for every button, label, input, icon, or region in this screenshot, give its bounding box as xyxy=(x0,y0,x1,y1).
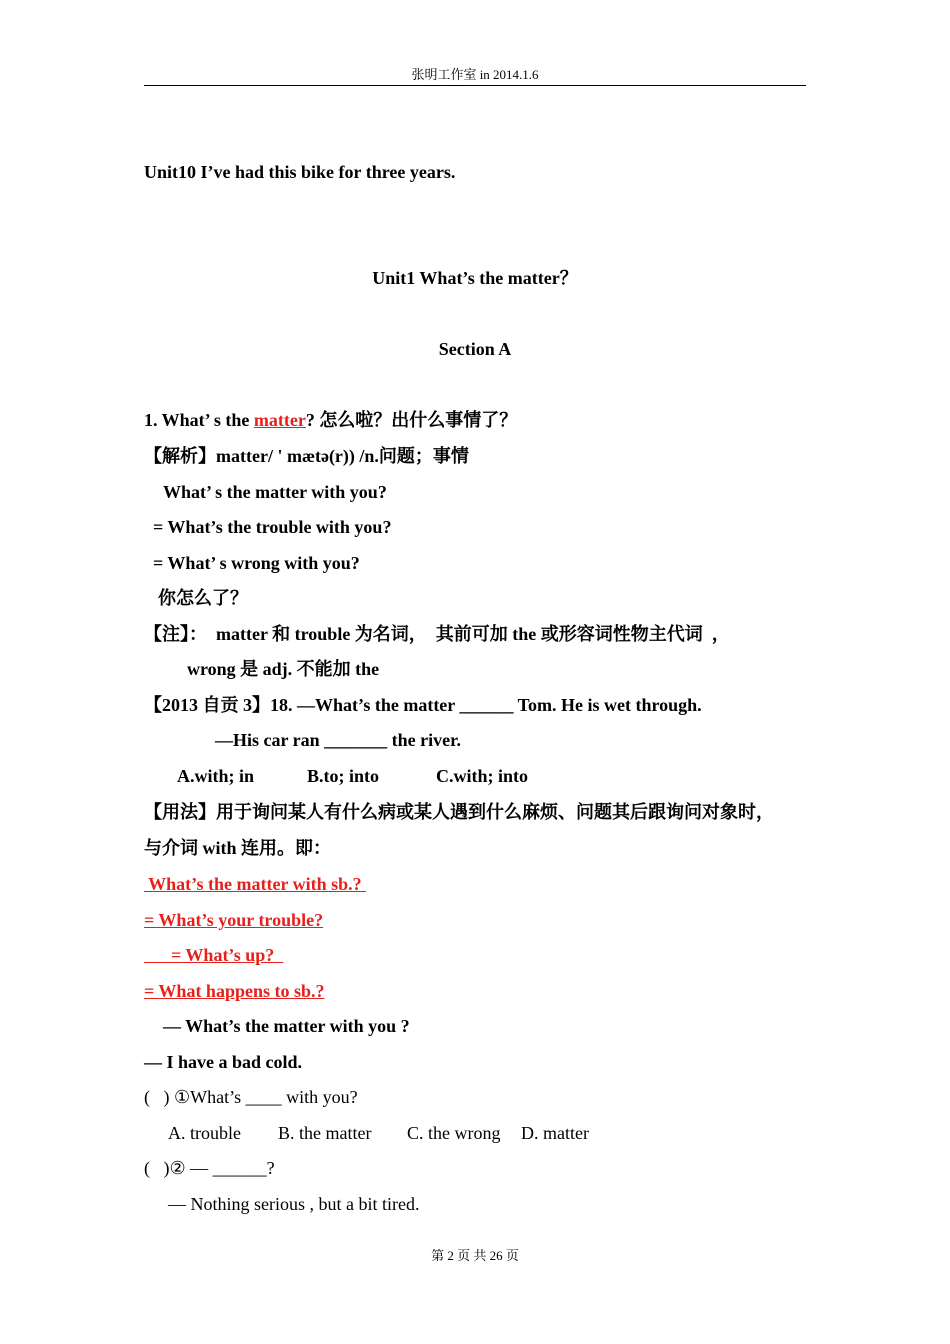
exercise1-option-b: B. the matter xyxy=(278,1123,372,1143)
analysis-line: 【解析】matter/ ' mætə(r)) /n.问题；事情 xyxy=(144,446,469,466)
red-phrase-4: = What happens to sb.? xyxy=(144,981,325,1001)
header-rule xyxy=(144,85,806,86)
dialog-answer: — I have a bad cold. xyxy=(144,1052,303,1072)
unit-title: Unit1 What’s the matter？ xyxy=(372,268,578,288)
exercise1-option-c: C. the wrong xyxy=(407,1123,501,1143)
exercise2-answer: — Nothing serious , but a bit tired. xyxy=(168,1194,420,1214)
example-line-2: = What’s the trouble with you? xyxy=(153,517,392,537)
red-phrase-2: = What’s your trouble? xyxy=(144,910,324,930)
example-line-1: What’ s the matter with you? xyxy=(163,482,387,502)
exam-line-2: —His car ran _______ the river. xyxy=(215,730,461,750)
page-footer: 第 2 页 共 26 页 xyxy=(431,1248,519,1263)
item1-post: ? 怎么啦？出什么事情了？ xyxy=(305,410,518,430)
dialog-question: — What’s the matter with you ? xyxy=(163,1016,410,1036)
exam-option-a: A.with; in xyxy=(177,766,255,786)
red-phrase-1: What’s the matter with sb.? xyxy=(144,874,367,894)
usage-line-1: 【用法】用于询问某人有什么病或某人遇到什么麻烦、问题其后跟询问对象时， xyxy=(144,802,774,822)
example-translation: 你怎么了？ xyxy=(158,588,248,608)
exercise1-option-a: A. trouble xyxy=(168,1123,241,1143)
red-phrase-3: = What’s up? xyxy=(144,945,284,965)
exercise1-option-d: D. matter xyxy=(521,1123,589,1143)
note-line-1: 【注】： matter 和 trouble 为名词， 其前可加 the 或形容词性物主代词 ， xyxy=(144,624,730,644)
doc-title: Unit10 I’ve had this bike for three years. xyxy=(144,162,456,182)
exercise1-stem: ( ) ①What’s ____ with you? xyxy=(144,1087,358,1107)
item1-pre: 1. What’ s the xyxy=(144,410,254,430)
exam-option-c: C.with; into xyxy=(436,766,529,786)
note-line-2: wrong 是 adj. 不能加 the xyxy=(187,659,380,679)
usage-line-2: 与介词 with 连用。即： xyxy=(144,838,332,858)
exam-option-b: B.to; into xyxy=(307,766,379,786)
item1-line xyxy=(144,408,517,432)
example-line-3: = What’ s wrong with you? xyxy=(153,553,360,573)
item1-keyword: matter xyxy=(253,410,306,430)
section-title: Section A xyxy=(438,339,512,359)
exercise2-stem: ( )② — ______? xyxy=(144,1158,275,1178)
page-header: 张明工作室 in 2014.1.6 xyxy=(411,67,539,82)
exam-line-1: 【2013 自贡 3】18. —What’s the matter ______ Tom. He is wet through. xyxy=(144,695,702,715)
